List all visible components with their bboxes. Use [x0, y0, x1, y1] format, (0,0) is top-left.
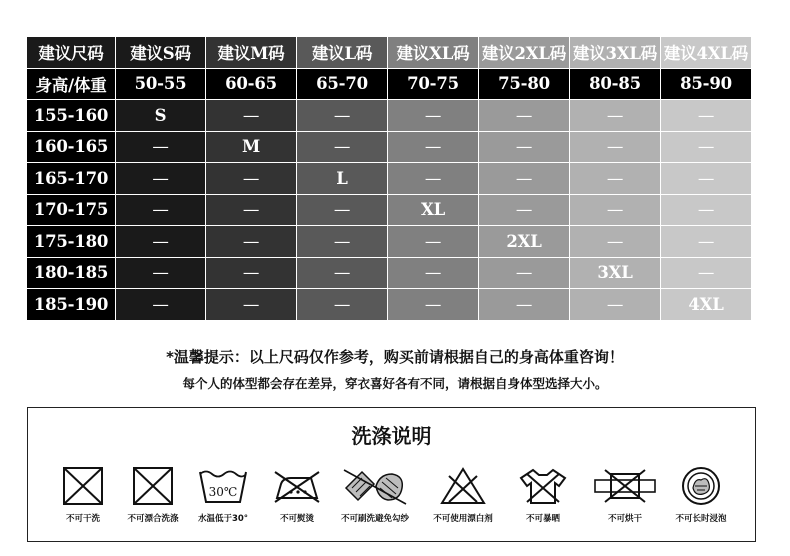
- symbol-label: 不可漂合洗涤: [127, 514, 179, 524]
- not-applicable-cell: —: [297, 226, 388, 258]
- not-applicable-cell: —: [297, 195, 388, 227]
- header-row-size: [27, 37, 752, 69]
- wash-temperature-text: 30℃: [208, 485, 238, 499]
- body-type-note: 每个人的体型都会存在差异，穿衣喜好各有不同，请根据自身体型选择大小。: [182, 376, 608, 391]
- recommended-size-cell: M: [206, 132, 297, 164]
- symbol-label: 不可刷洗避免勾纱: [340, 514, 409, 524]
- not-applicable-cell: —: [206, 100, 297, 132]
- washing-instructions-panel: [27, 407, 756, 542]
- not-applicable-cell: —: [661, 132, 752, 164]
- no-dry-clean-symbol: [46, 466, 120, 524]
- not-applicable-cell: —: [116, 226, 206, 258]
- height-weight-title: 身高/体重: [27, 69, 116, 101]
- suggested-size-header: 建议S码: [116, 37, 206, 69]
- size-chart-table: [27, 37, 752, 321]
- washing-title: 洗涤说明: [351, 424, 432, 448]
- not-applicable-cell: —: [661, 258, 752, 290]
- suggested-size-header: 建议2XL码: [479, 37, 570, 69]
- size-row: [27, 163, 752, 195]
- weight-range-header: 60-65: [206, 69, 297, 101]
- size-row: [27, 132, 752, 164]
- no-tumble-dry-icon: [593, 466, 657, 506]
- not-applicable-cell: —: [206, 195, 297, 227]
- height-range-cell: 185-190: [27, 289, 116, 321]
- no-sun-dry-icon: [517, 466, 569, 506]
- suggested-size-header: 建议4XL码: [661, 37, 752, 69]
- height-range-cell: 165-170: [27, 163, 116, 195]
- not-applicable-cell: —: [116, 132, 206, 164]
- wash-30-symbol: [186, 466, 260, 524]
- no-brush-icon: [340, 466, 410, 506]
- not-applicable-cell: —: [479, 100, 570, 132]
- no-solvent-wash-icon: [131, 466, 175, 506]
- not-applicable-cell: —: [661, 163, 752, 195]
- weight-range-header: 50-55: [116, 69, 206, 101]
- not-applicable-cell: —: [206, 289, 297, 321]
- not-applicable-cell: —: [206, 258, 297, 290]
- not-applicable-cell: —: [116, 258, 206, 290]
- no-iron-icon: [271, 466, 323, 506]
- symbol-label: 不可暴晒: [525, 514, 560, 524]
- no-dry-clean-icon: [61, 466, 105, 506]
- not-applicable-cell: —: [297, 100, 388, 132]
- height-range-cell: 160-165: [27, 132, 116, 164]
- suggested-size-header: 建议XL码: [388, 37, 479, 69]
- height-range-cell: 155-160: [27, 100, 116, 132]
- no-long-soak-icon: [679, 466, 723, 506]
- not-applicable-cell: —: [297, 289, 388, 321]
- not-applicable-cell: —: [570, 226, 661, 258]
- recommended-size-cell: 3XL: [570, 258, 661, 290]
- no-sun-dry-symbol: [506, 466, 580, 524]
- not-applicable-cell: —: [570, 163, 661, 195]
- recommended-size-cell: 4XL: [661, 289, 752, 321]
- not-applicable-cell: —: [388, 132, 479, 164]
- not-applicable-cell: —: [297, 258, 388, 290]
- suggested-size-header: 建议M码: [206, 37, 297, 69]
- not-applicable-cell: —: [388, 100, 479, 132]
- symbol-label: 不可熨烫: [279, 514, 314, 524]
- not-applicable-cell: —: [661, 195, 752, 227]
- not-applicable-cell: —: [116, 289, 206, 321]
- weight-range-header: 65-70: [297, 69, 388, 101]
- not-applicable-cell: —: [570, 132, 661, 164]
- size-row: [27, 100, 752, 132]
- size-row: [27, 258, 752, 290]
- not-applicable-cell: —: [570, 195, 661, 227]
- not-applicable-cell: —: [297, 132, 388, 164]
- symbol-label: 不可使用漂白剂: [433, 514, 493, 524]
- not-applicable-cell: —: [388, 163, 479, 195]
- symbol-label: 不可长时浸泡: [675, 514, 727, 524]
- not-applicable-cell: —: [388, 289, 479, 321]
- not-applicable-cell: —: [661, 100, 752, 132]
- not-applicable-cell: —: [479, 163, 570, 195]
- height-range-cell: 175-180: [27, 226, 116, 258]
- no-iron-symbol: [260, 466, 334, 524]
- symbol-label: 不可烘干: [607, 514, 642, 524]
- not-applicable-cell: —: [388, 258, 479, 290]
- not-applicable-cell: —: [570, 289, 661, 321]
- size-tip-note: *温馨提示：以上尺码仅作参考，购买前请根据自己的身高体重咨询！: [166, 348, 624, 366]
- recommended-size-cell: 2XL: [479, 226, 570, 258]
- height-range-cell: 170-175: [27, 195, 116, 227]
- no-long-soak-symbol: [664, 466, 738, 524]
- weight-range-header: 80-85: [570, 69, 661, 101]
- not-applicable-cell: —: [479, 195, 570, 227]
- header-row-weight: [27, 69, 752, 101]
- no-tumble-dry-symbol: [588, 466, 662, 524]
- not-applicable-cell: —: [479, 289, 570, 321]
- size-column-title: 建议尺码: [27, 37, 116, 69]
- size-row: [27, 226, 752, 258]
- not-applicable-cell: —: [479, 258, 570, 290]
- size-row: [27, 289, 752, 321]
- suggested-size-header: 建议L码: [297, 37, 388, 69]
- no-solvent-wash-symbol: [116, 466, 190, 524]
- not-applicable-cell: —: [206, 163, 297, 195]
- recommended-size-cell: S: [116, 100, 206, 132]
- not-applicable-cell: —: [116, 163, 206, 195]
- weight-range-header: 70-75: [388, 69, 479, 101]
- wash-30-icon: [196, 466, 250, 506]
- not-applicable-cell: —: [479, 132, 570, 164]
- not-applicable-cell: —: [206, 226, 297, 258]
- not-applicable-cell: —: [570, 100, 661, 132]
- not-applicable-cell: —: [388, 226, 479, 258]
- not-applicable-cell: —: [661, 226, 752, 258]
- weight-range-header: 85-90: [661, 69, 752, 101]
- suggested-size-header: 建议3XL码: [570, 37, 661, 69]
- height-range-cell: 180-185: [27, 258, 116, 290]
- no-brush-symbol: [338, 466, 412, 524]
- size-row: [27, 195, 752, 227]
- recommended-size-cell: XL: [388, 195, 479, 227]
- symbol-label: 不可干洗: [65, 514, 100, 524]
- weight-range-header: 75-80: [479, 69, 570, 101]
- no-bleach-symbol: [426, 466, 500, 524]
- recommended-size-cell: L: [297, 163, 388, 195]
- no-bleach-icon: [439, 466, 487, 506]
- symbol-label: 水温低于30°: [197, 514, 249, 524]
- not-applicable-cell: —: [116, 195, 206, 227]
